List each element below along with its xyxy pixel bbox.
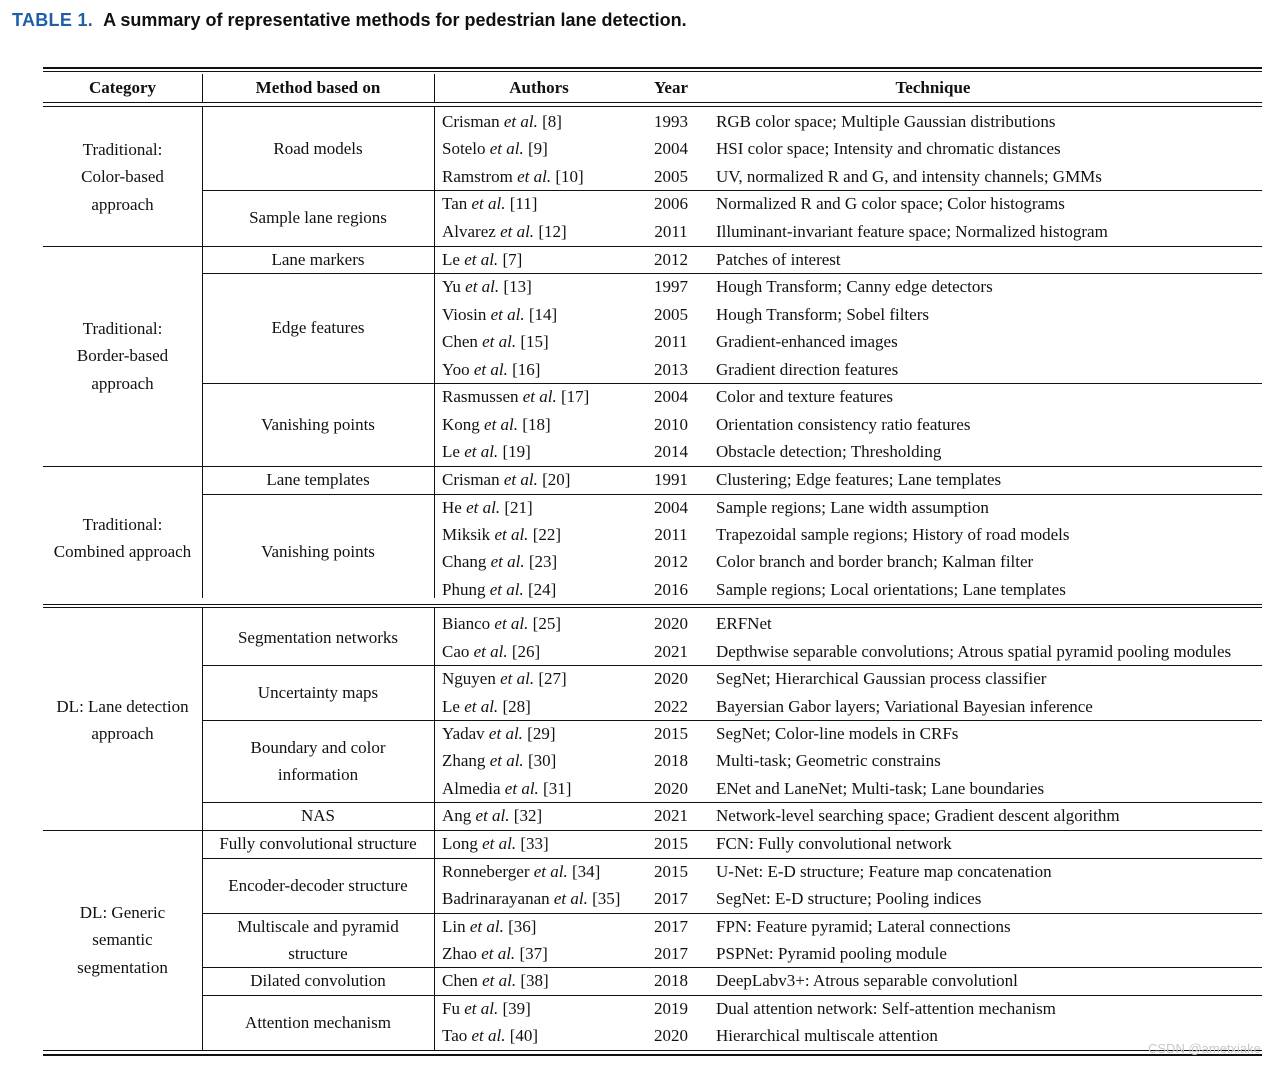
group-separator [202,995,1262,996]
reference: [11] [505,194,538,213]
reference: [34] [567,862,601,881]
method-label: Fully convolutional structure [219,834,417,854]
method-label: Vanishing points [261,414,375,434]
category-separator [43,466,1262,467]
author-cell [442,438,531,465]
author-name: He [442,498,467,517]
year-cell: 2022 [654,697,688,716]
method-label: NAS [300,806,335,826]
reference: [23] [524,552,558,571]
author-name: Nguyen [442,669,501,688]
author-cell [442,638,540,665]
author-cell [442,967,549,994]
technique-cell: RGB color space; Multiple Gaussian distributions [716,112,1056,131]
reference: [22] [528,525,562,544]
header-authors: Authors [509,78,569,97]
author-cell [442,163,584,190]
category-label: Color-based [81,167,164,187]
year-cell: 2016 [654,580,688,599]
et-al: et al. [482,332,517,351]
author-cell [442,720,556,747]
author-name: Crisman [442,470,504,489]
author-cell [442,190,537,217]
header-vline [202,74,203,102]
category-label: DL: Generic [79,902,166,922]
technique-cell: FCN: Fully convolutional network [716,834,952,853]
author-cell [442,885,620,912]
author-name: Viosin [442,305,491,324]
technique-cell: Color and texture features [716,387,894,406]
year-cell: 2018 [654,751,688,770]
author-cell [442,913,536,940]
reference: [19] [498,442,531,461]
et-al: et al. [504,779,539,798]
et-al: et al. [503,112,538,131]
method-label: Dilated convolution [250,971,386,991]
group-separator [202,802,1262,803]
method-label: Boundary and color [250,737,386,757]
reference: [28] [498,697,531,716]
reference: [38] [516,971,549,990]
author-cell [442,775,571,802]
author-name: Yadav [442,724,489,743]
technique-cell: HSI color space; Intensity and chromatic distances [716,139,1061,158]
year-cell: 2013 [654,360,688,379]
author-cell [442,693,531,720]
reference: [40] [505,1026,539,1045]
et-al: et al. [489,751,524,770]
reference: [39] [498,999,531,1018]
method-label: Encoder-decoder structure [228,875,408,895]
et-al: et al. [465,277,500,296]
author-name: Cao [442,642,474,661]
year-cell: 2020 [654,614,688,633]
column-vline [434,107,435,598]
category-label: Traditional: [82,139,163,159]
technique-cell: Gradient direction features [716,360,899,379]
category-label: approach [91,724,154,743]
technique-cell: DeepLabv3+: Atrous separable convolutionl [716,971,1018,990]
et-al: et al. [488,724,523,743]
et-al: et al. [522,387,557,406]
year-cell: 1997 [654,277,688,296]
technique-cell: SegNet: E-D structure; Pooling indices [716,889,982,908]
year-cell: 2012 [654,552,688,571]
et-al: et al. [494,525,529,544]
et-al: et al. [533,862,568,881]
technique-cell: U-Net: E-D structure; Feature map concatenation [716,862,1052,881]
author-name: Rasmussen [442,387,523,406]
author-name: Zhao [442,944,482,963]
author-name: Zhang [442,751,490,770]
group-separator [202,383,1262,384]
year-cell: 2018 [654,971,688,990]
technique-cell: Bayersian Gabor layers; Variational Bayesian inference [716,697,1093,716]
author-cell [442,356,540,383]
reference: [8] [537,112,562,131]
author-cell [442,328,549,355]
et-al: et al. [484,415,519,434]
year-cell: 2010 [654,415,688,434]
et-al: et al. [503,470,538,489]
technique-cell: Obstacle detection; Thresholding [716,442,942,461]
author-name: Lin [442,917,470,936]
technique-cell: ERFNet [716,614,772,633]
author-name: Ramstrom [442,167,518,186]
year-cell: 2017 [654,889,688,908]
author-name: Crisman [442,112,504,131]
author-name: Le [442,250,465,269]
technique-cell: Illuminant-invariant feature space; Normalized histogram [716,222,1108,241]
author-name: Chen [442,332,483,351]
header-category: Category [88,78,157,97]
reference: [35] [587,889,621,908]
author-name: Sotelo [442,139,490,158]
reference: [14] [524,305,558,324]
method-label: Uncertainty maps [257,682,379,702]
reference: [26] [507,642,541,661]
author-name: Ang [442,806,476,825]
method-label: Lane markers [271,249,365,269]
author-name: Badrinarayanan [442,889,554,908]
category-label: approach [91,194,154,214]
header-vline [434,74,435,102]
et-al: et al. [553,889,588,908]
category-label: DL: Lane detection [56,696,189,716]
year-cell: 2021 [654,642,688,661]
author-cell [442,747,556,774]
reference: [30] [523,751,557,770]
technique-cell: UV, normalized R and G, and intensity channels; GMMs [716,167,1102,186]
et-al: et al. [489,580,524,599]
table-title: A summary of representative methods for pedestrian lane detection. [103,10,687,30]
reference: [7] [498,250,523,269]
author-cell [442,858,600,885]
method-label: Multiscale and pyramid [237,916,399,936]
year-cell: 2017 [654,944,688,963]
et-al: et al. [464,442,499,461]
method-label: Segmentation networks [237,627,399,647]
reference: [25] [528,614,561,633]
year-cell: 2011 [654,222,688,241]
year-cell: 2017 [654,917,688,936]
technique-cell: PSPNet: Pyramid pooling module [716,944,947,963]
group-separator [202,858,1262,859]
author-name: Tan [442,194,472,213]
technique-cell: Dual attention network: Self-attention mechanism [716,999,1056,1018]
author-cell [442,940,548,967]
et-al: et al. [482,834,517,853]
year-cell: 2015 [654,862,688,881]
category-label: Combined approach [53,542,192,561]
top-rule-inner [43,71,1262,72]
reference: [33] [516,834,549,853]
author-cell [442,1022,538,1049]
year-cell: 2004 [654,139,688,158]
author-cell [442,665,567,692]
technique-cell: FPN: Feature pyramid; Lateral connections [716,917,1011,936]
author-cell [442,548,557,575]
et-al: et al. [489,139,524,158]
author-name: Alvarez [442,222,501,241]
technique-cell: SegNet; Hierarchical Gaussian process classifier [716,669,1047,688]
author-name: Miksik [442,525,495,544]
category-label: segmentation [77,957,168,977]
technique-cell: Orientation consistency ratio features [716,415,971,434]
technique-cell: Depthwise separable convolutions; Atrous spatial pyramid pooling modules [716,642,1232,661]
author-cell [442,521,561,548]
group-separator [202,720,1262,721]
et-al: et al. [481,944,516,963]
category-separator [43,830,1262,831]
year-cell: 2011 [654,525,688,544]
author-name: Kong [442,415,485,434]
technique-cell: Network-level searching space; Gradient descent algorithm [716,806,1120,825]
reference: [20] [537,470,571,489]
technique-cell: Patches of interest [716,250,841,269]
author-name: Ronneberger [442,862,534,881]
technique-cell: Sample regions; Local orientations; Lane templates [716,580,1066,599]
top-rule [43,67,1262,69]
author-name: Bianco [442,614,495,633]
method-label: Sample lane regions [249,208,387,228]
et-al: et al. [473,360,508,379]
method-label: information [277,765,359,784]
year-cell: 2015 [654,724,688,743]
et-al: et al. [473,642,508,661]
author-cell [442,494,533,521]
technique-cell: Hough Transform; Sobel filters [716,305,929,324]
author-name: Phung [442,580,490,599]
reference: [18] [518,415,551,434]
year-cell: 2021 [654,806,688,825]
category-label: approach [91,373,154,393]
category-label: Traditional: [82,514,163,534]
et-al: et al. [490,552,525,571]
et-al: et al. [464,999,499,1018]
method-label: Attention mechanism [245,1012,391,1032]
author-name: Long [442,834,483,853]
et-al: et al. [466,498,501,517]
et-al: et al. [471,194,506,213]
reference: [31] [538,779,572,798]
author-name: Chen [442,971,483,990]
author-cell [442,273,532,300]
column-vline [202,107,203,598]
author-name: Fu [442,999,465,1018]
et-al: et al. [469,917,504,936]
author-cell [442,995,531,1022]
category-separator [43,246,1262,247]
header-rule-inner [43,106,1262,107]
reference: [12] [534,222,567,241]
author-cell [442,466,570,493]
year-cell: 1991 [654,470,688,489]
year-cell: 2005 [654,305,688,324]
column-vline [434,607,435,1050]
et-al: et al. [494,614,529,633]
year-cell: 2004 [654,498,688,517]
year-cell: 2004 [654,387,688,406]
author-name: Chang [442,552,491,571]
technique-cell: SegNet; Color-line models in CRFs [716,724,959,743]
reference: [16] [507,360,541,379]
table-caption [12,10,687,31]
method-label: structure [288,944,348,963]
technique-cell: Gradient-enhanced images [716,332,898,351]
author-name: Le [442,442,465,461]
method-label: Road models [273,139,363,159]
reference: [29] [522,724,556,743]
reference: [27] [534,669,567,688]
group-separator [202,190,1262,191]
author-name: Tao [442,1026,472,1045]
bottom-rule-inner [43,1050,1262,1051]
table-label: TABLE 1. [12,10,94,30]
author-name: Yu [442,277,466,296]
technique-cell: Hough Transform; Canny edge detectors [716,277,993,296]
year-cell: 2015 [654,834,688,853]
author-cell [442,246,522,273]
year-cell: 2012 [654,250,688,269]
reference: [32] [509,806,543,825]
year-cell: 2020 [654,669,688,688]
et-al: et al. [490,305,525,324]
reference: [17] [556,387,590,406]
category-label: Traditional: [82,318,163,338]
year-cell: 2006 [654,194,688,213]
technique-cell: Clustering; Edge features; Lane templates [716,470,1002,489]
technique-cell: Trapezoidal sample regions; History of road models [716,525,1070,544]
author-cell [442,108,562,135]
year-cell: 1993 [654,112,688,131]
group-separator [202,665,1262,666]
reference: [13] [499,277,532,296]
section-rule-inner [43,607,1262,608]
reference: [36] [503,917,537,936]
author-cell [442,135,548,162]
year-cell: 2020 [654,1026,688,1045]
year-cell: 2020 [654,779,688,798]
section-rule [43,604,1262,605]
group-separator [202,273,1262,274]
author-cell [442,610,561,637]
year-cell: 2019 [654,999,688,1018]
et-al: et al. [500,669,535,688]
author-cell [442,301,557,328]
et-al: et al. [517,167,552,186]
year-cell: 2014 [654,442,688,461]
technique-cell: Color branch and border branch; Kalman filter [716,552,1034,571]
method-label: Vanishing points [261,542,375,562]
author-cell [442,576,556,603]
method-label: Lane templates [266,470,370,490]
category-label: semantic [92,930,153,950]
et-al: et al. [464,250,499,269]
header-method: Method based on [255,78,381,97]
reference: [21] [500,498,533,517]
et-al: et al. [500,222,535,241]
author-cell [442,802,542,829]
technique-cell: Sample regions; Lane width assumption [716,498,989,517]
category-label: Border-based [76,346,169,366]
method-label: Edge features [271,318,365,338]
group-separator [202,967,1262,968]
author-name: Almedia [442,779,505,798]
et-al: et al. [482,971,517,990]
author-name: Yoo [442,360,474,379]
reference: [24] [523,580,557,599]
year-cell: 2011 [654,332,688,351]
reference: [10] [551,167,584,186]
technique-cell: Multi-task; Geometric constrains [716,751,941,770]
technique-cell: ENet and LaneNet; Multi-task; Lane boundaries [716,779,1045,798]
reference: [37] [515,944,548,963]
reference: [15] [516,332,549,351]
author-cell [442,383,589,410]
group-separator [202,494,1262,495]
author-name: Le [442,697,465,716]
et-al: et al. [471,1026,506,1045]
watermark: CSDN @ametxiake [1148,1041,1261,1056]
et-al: et al. [475,806,510,825]
header-technique: Technique [895,78,971,97]
et-al: et al. [464,697,499,716]
column-vline [202,607,203,1050]
technique-cell: Hierarchical multiscale attention [716,1026,938,1045]
year-cell: 2005 [654,167,688,186]
author-cell [442,411,551,438]
technique-cell: Normalized R and G color space; Color histograms [716,194,1065,213]
bottom-rule [43,1054,1262,1056]
author-cell [442,218,567,245]
header-year: Year [654,78,688,97]
group-separator [202,913,1262,914]
reference: [9] [523,139,548,158]
header-rule [43,102,1262,103]
author-cell [442,830,549,857]
